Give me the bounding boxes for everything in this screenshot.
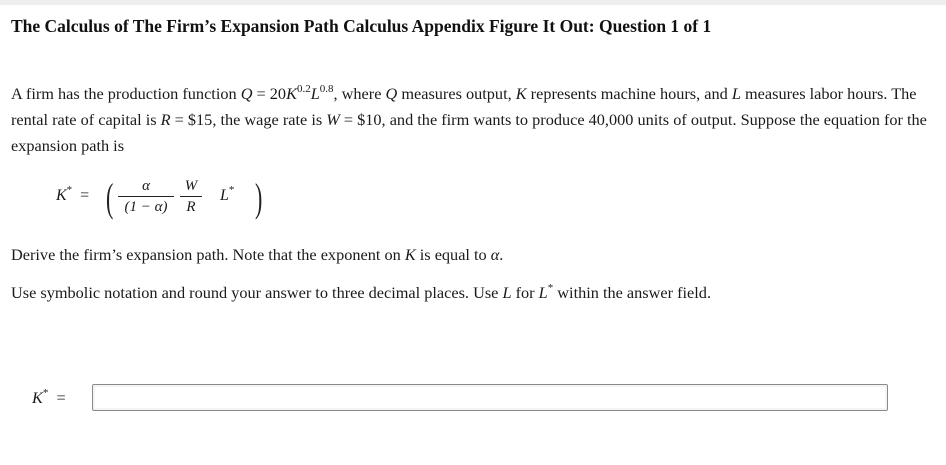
price-fraction bbox=[180, 176, 202, 217]
alpha-fraction-denominator: (1 − α) bbox=[124, 199, 168, 215]
alpha-fraction-numerator: α bbox=[142, 178, 150, 194]
alpha-fraction bbox=[118, 176, 174, 217]
right-paren: ) bbox=[254, 175, 263, 220]
equation-rhs: L* bbox=[220, 184, 235, 204]
derive-instruction: Derive the firm’s expansion path. Note that the exponent on K is equal to α. bbox=[11, 245, 504, 264]
answer-label: K* = bbox=[32, 387, 66, 407]
price-fraction-denominator: R bbox=[186, 199, 196, 215]
left-paren: ( bbox=[105, 175, 114, 220]
price-fraction-numerator: W bbox=[184, 178, 198, 194]
expansion-path-equation bbox=[56, 176, 276, 224]
answer-input[interactable] bbox=[92, 384, 888, 411]
question-title: The Calculus of The Firm’s Expansion Path Calculus Appendix Figure It Out: Question 1 of 1 bbox=[11, 16, 712, 36]
equation-lhs: K* = bbox=[56, 184, 90, 204]
top-bar bbox=[0, 0, 946, 5]
notation-instruction: Use symbolic notation and round your answer to three decimal places. Use L for L* within the answer field. bbox=[11, 282, 712, 302]
problem-text: A firm has the production function $Q = 20K^{0.2}L^{0.8}$, where Q measures output, K represents machine hours, and L measures labor hours. The rental rate of capital is R = $15, the wage rate is W = $10, and the firm wants to produce 40,000 units of output. Suppose the equation for the expansion path is bbox=[11, 83, 927, 155]
